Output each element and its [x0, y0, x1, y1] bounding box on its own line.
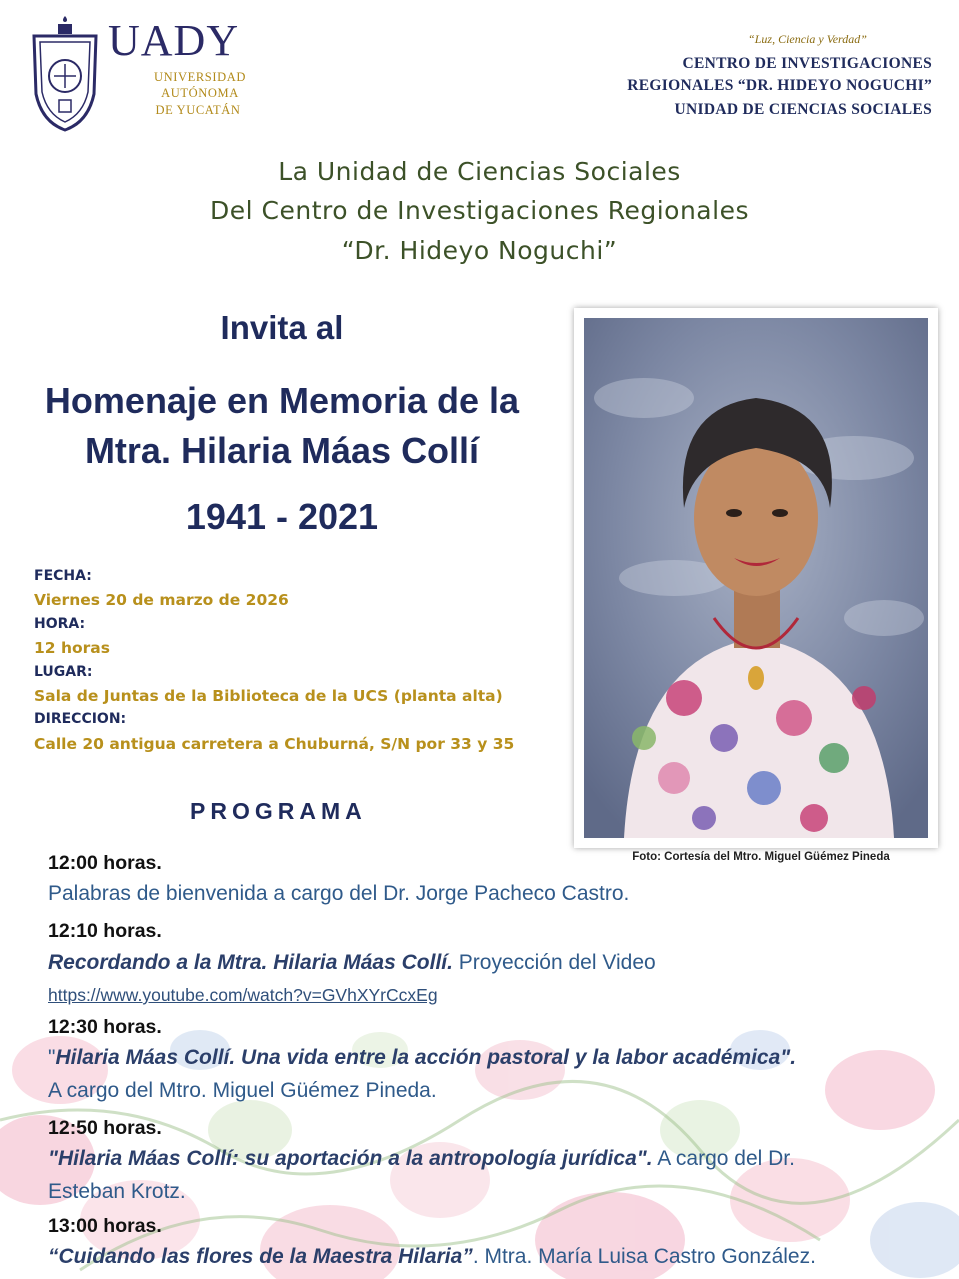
program-description: [48, 1147, 795, 1171]
university-name-line: UNIVERSIDAD: [153, 70, 246, 84]
program-time: 12:30 horas.: [48, 1016, 162, 1038]
program-detail: A cargo del Dr.: [652, 1147, 795, 1170]
program-detail: A cargo del Mtro. Miguel Güémez Pineda.: [48, 1079, 437, 1102]
program-talk-title: Recordando a la Mtra. Hilaria Máas Collí.: [48, 951, 453, 974]
program-time: 12:00 horas.: [48, 852, 162, 874]
date-value: Viernes 20 de marzo de 2026: [34, 591, 289, 609]
program-time: 13:00 horas.: [48, 1215, 162, 1237]
university-name-line: DE YUCATÁN: [155, 103, 241, 117]
university-name-line: AUTÓNOMA: [161, 86, 239, 100]
intro-line: “Dr. Hideyo Noguchi”: [341, 236, 618, 265]
event-title-line: Homenaje en Memoria de la: [44, 380, 520, 421]
portrait-photo: [584, 318, 928, 838]
photo-caption: Foto: Cortesía del Mtro. Miguel Güémez Pineda: [632, 851, 890, 863]
program-heading: PROGRAMA: [190, 798, 367, 824]
place-value: Sala de Juntas de la Biblioteca de la UCS (planta alta): [34, 687, 503, 705]
program-detail: Esteban Krotz.: [48, 1180, 186, 1203]
time-value: 12 horas: [34, 639, 110, 657]
program-talk-title: Hilaria Máas Collí. Una vida entre la acción pastoral y la labor académica".: [55, 1046, 797, 1069]
program-description: [48, 951, 656, 975]
place-label: LUGAR:: [34, 664, 93, 680]
date-label: FECHA:: [34, 568, 92, 584]
uady-wordmark: UADY: [108, 16, 240, 65]
institution-line: CENTRO DE INVESTIGACIONES: [682, 55, 932, 72]
motto: “Luz, Ciencia y Verdad”: [748, 32, 867, 46]
intro-line: La Unidad de Ciencias Sociales: [278, 157, 681, 186]
program-talk-title: “Cuidando las flores de la Maestra Hilaria”: [48, 1245, 473, 1268]
address-label: DIRECCION:: [34, 711, 127, 727]
program-talk-title: "Hilaria Máas Collí: su aportación a la antropología jurídica".: [48, 1147, 653, 1170]
life-years: 1941 - 2021: [185, 496, 379, 537]
program-description: Palabras de bienvenida a cargo del Dr. Jorge Pacheco Castro.: [48, 882, 630, 905]
video-link[interactable]: https://www.youtube.com/watch?v=GVhXYrCcxEg: [48, 985, 438, 1005]
invite-heading: Invita al: [220, 309, 344, 346]
uady-seal-logo: [28, 14, 102, 132]
event-title-line: Mtra. Hilaria Máas Collí: [84, 430, 480, 471]
program-description: [48, 1046, 796, 1070]
address-value: Calle 20 antigua carretera a Chuburná, S/N por 33 y 35: [34, 735, 515, 753]
program-description: [48, 1245, 816, 1269]
program-time: 12:50 horas.: [48, 1117, 162, 1139]
institution-line: REGIONALES “DR. HIDEYO NOGUCHI”: [627, 77, 932, 94]
program-detail: . Mtra. María Luisa Castro González.: [472, 1245, 816, 1268]
institution-line: UNIDAD DE CIENCIAS SOCIALES: [674, 101, 932, 118]
program-time: 12:10 horas.: [48, 920, 162, 942]
time-label: HORA:: [34, 616, 86, 632]
portrait-frame: [574, 308, 938, 848]
intro-line: Del Centro de Investigaciones Regionales: [210, 196, 749, 225]
program-detail: Proyección del Video: [452, 951, 656, 974]
program-quote-mark: ": [48, 1046, 56, 1069]
